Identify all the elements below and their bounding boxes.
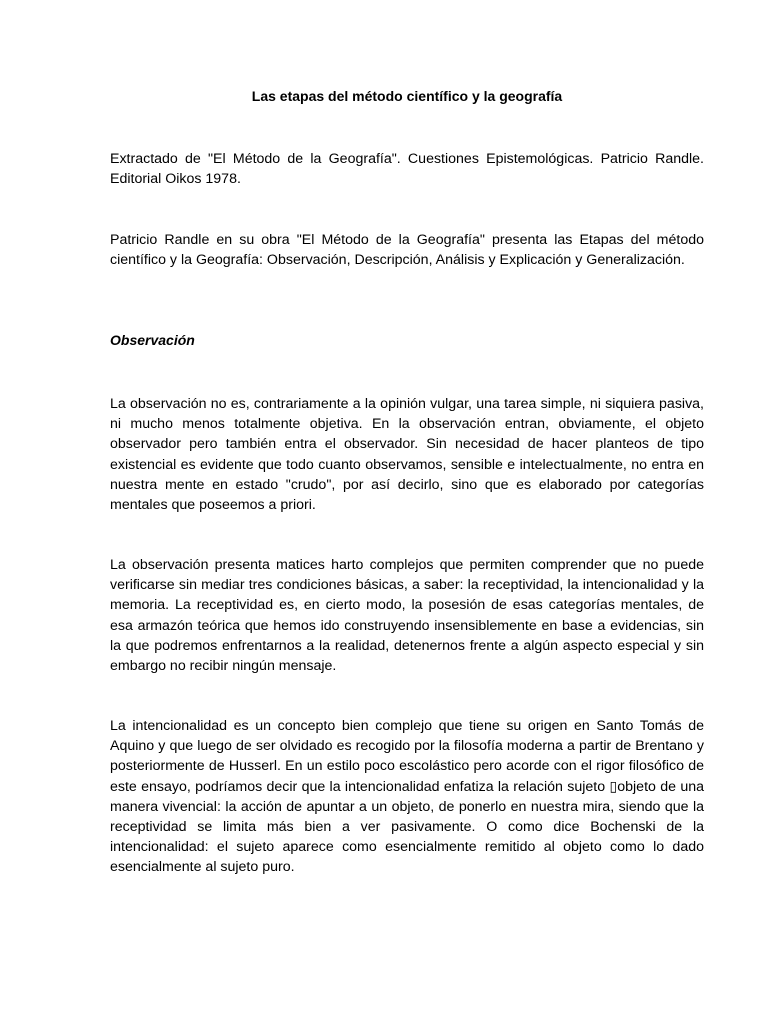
body-paragraph: La observación presenta matices harto complejos que permiten comprender que no puede verificarse sin mediar tres condiciones básicas, a saber: la receptividad, la intencionalidad y la memoria. La receptividad es, en cierto modo, la posesión de esas categorías mentales, de esa armazón teórica que hemos ido construyendo insensiblemente en base a evidencias, sin la que podremos enfrentarnos a la realidad, detenernos frente a algún aspecto especial y sin embargo no recibir ningún mensaje.	[110, 557, 704, 675]
document-title: Las etapas del método científico y la geografía	[251, 88, 563, 104]
section-heading: Observación	[110, 332, 195, 348]
body-paragraph: La intencionalidad es un concepto bien complejo que tiene su origen en Santo Tomás de Aquino y que luego de ser olvidado es recogido por la filosofía moderna a partir de Brentano y posteriormente de Husserl. En un estilo poco escolástico pero acorde con el rigor filosófico de este ensayo, podríamos decir que la intencionalidad enfatiza la relación sujeto ▯objeto de una manera vivencial: la acción de apuntar a un objeto, de ponerlo en nuestra mira, siendo que la receptividad se limita más bien a ver pasivamente. O como dice Bochenski de la intencionalidad: el sujeto aparece como esencialmente remitido al objeto como lo dado esencialmente al sujeto puro.	[110, 718, 704, 876]
intro-paragraph: Patricio Randle en su obra "El Método de la Geografía" presenta las Etapas del método científico y la Geografía: Observación, Descripción, Análisis y Explicación y Generalización.	[110, 232, 704, 269]
source-note: Extractado de "El Método de la Geografía". Cuestiones Epistemológicas. Patricio Randle. Editorial Oikos 1978.	[110, 151, 704, 188]
body-paragraph: La observación no es, contrariamente a la opinión vulgar, una tarea simple, ni siquiera pasiva, ni mucho menos totalmente objetiva. En la observación entran, obviamente, el objeto observador pero también entra el observador. Sin necesidad de hacer planteos de tipo existencial es evidente que todo cuanto observamos, sensible e intelectualmente, no entra en nuestra mente en estado "crudo", por así decirlo, sino que es elaborado por categorías mentales que poseemos a priori.	[110, 396, 704, 514]
